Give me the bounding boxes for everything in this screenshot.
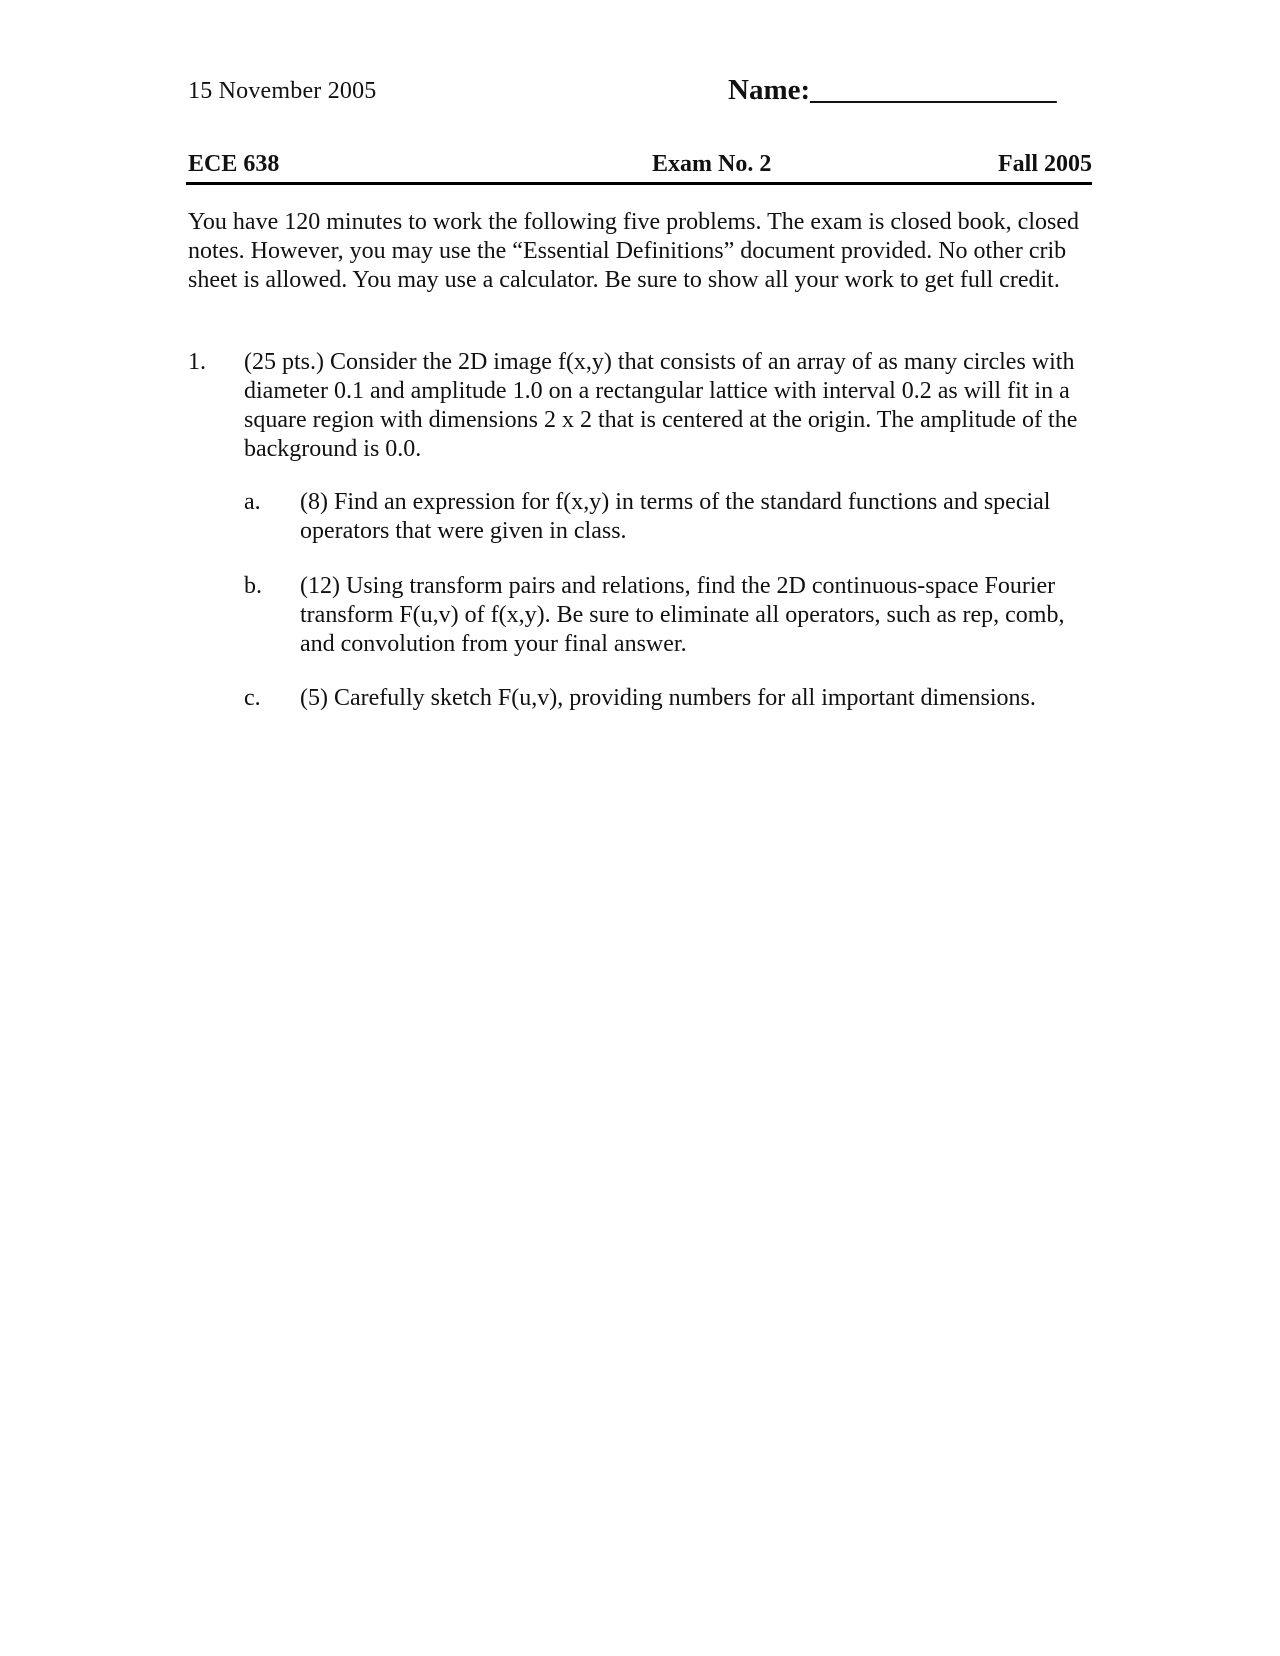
course-title: ECE 638 (188, 151, 280, 177)
exam-instructions: You have 120 minutes to work the following five problems. The exam is closed book, closed notes. However, you may use the “Essential Definitions” document provided. No other crib sheet is allowed. You may use a calculator. Be sure to show all your work to get full credit. (188, 209, 1079, 293)
exam-title: Exam No. 2 (652, 151, 772, 177)
subpart-letter: a. (244, 489, 261, 515)
subpart-text: (5) Carefully sketch F(u,v), providing numbers for all important dimensions. (300, 685, 1036, 711)
term-title: Fall 2005 (998, 151, 1092, 177)
exam-date: 15 November 2005 (188, 78, 377, 104)
problem-statement: (25 pts.) Consider the 2D image f(x,y) that consists of an array of as many circles with diameter 0.1 and amplitude 1.0 on a rectangular lattice with interval 0.2 as will fit in a square region with dimensions 2 x 2 that is centered at the origin. The amplitude of the background is 0.0. (244, 349, 1078, 462)
problem-number: 1. (188, 349, 206, 375)
subpart-text: (12) Using transform pairs and relations, find the 2D continuous-space Fourier transform F(u,v) of f(x,y). Be sure to eliminate all operators, such as rep, comb, and convolution from your final answer. (300, 573, 1065, 657)
subpart-text: (8) Find an expression for f(x,y) in terms of the standard functions and special operators that were given in class. (300, 489, 1051, 544)
name-field: Name:_________________ (728, 74, 1057, 106)
subpart-letter: c. (244, 685, 261, 711)
subpart-letter: b. (244, 573, 262, 599)
course-header (186, 150, 1092, 185)
